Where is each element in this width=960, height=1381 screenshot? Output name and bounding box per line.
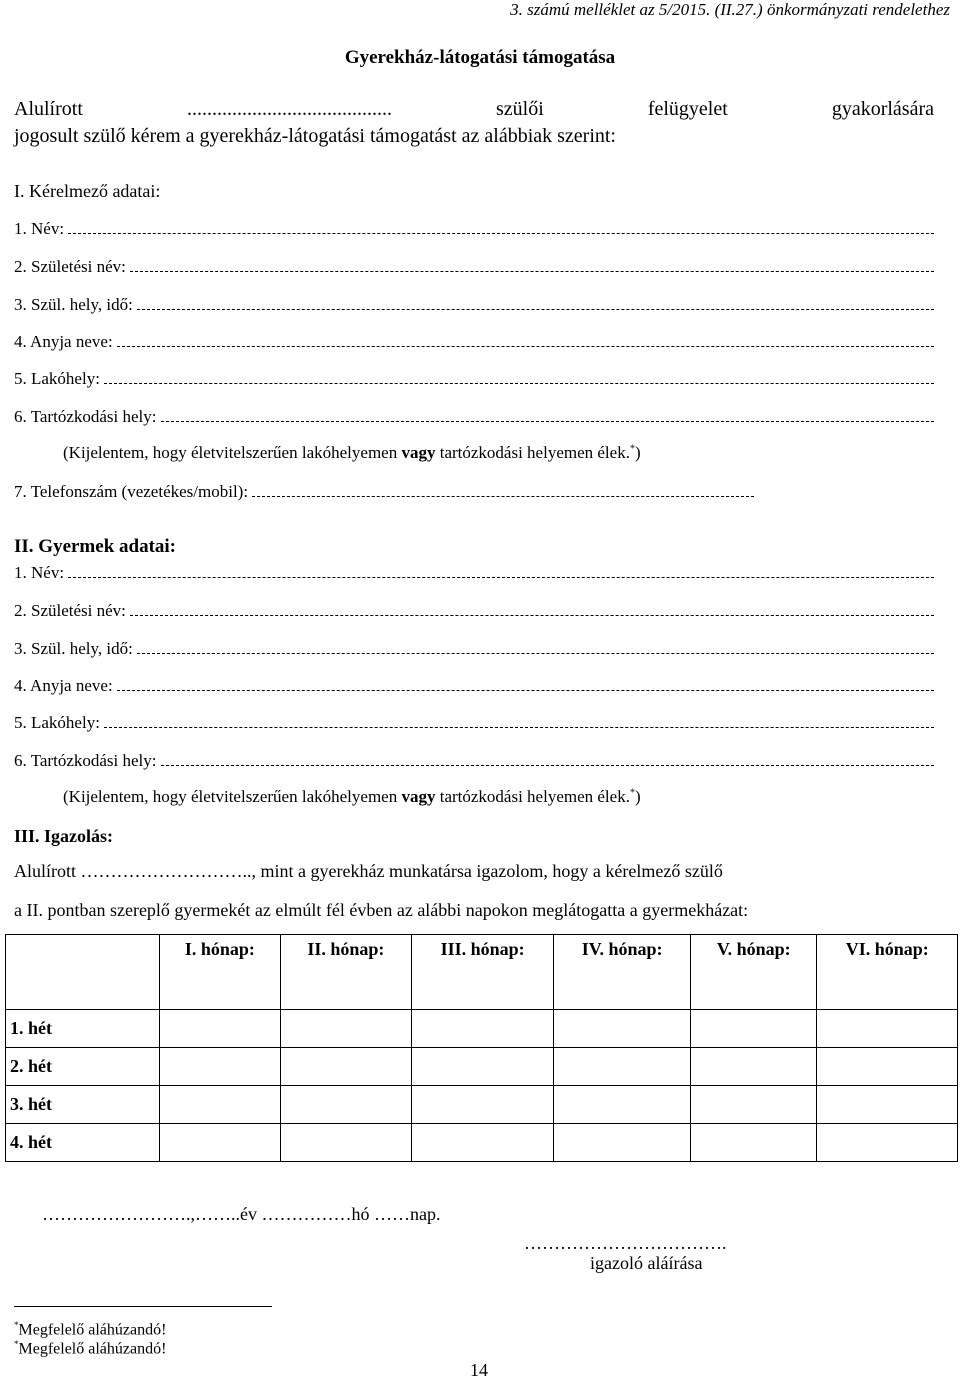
intro-line-1: Alulírott ......................................... szülői felügyelet gyakorlására bbox=[14, 98, 934, 120]
annex-header: 3. számú melléklet az 5/2015. (II.27.) önkormányzati rendelethez bbox=[510, 0, 950, 19]
certification-line-1: Alulírott ……………………….., mint a gyerekház munkatársa igazolom, hogy a kérelmező szülő bbox=[14, 861, 723, 881]
visit-cell[interactable] bbox=[817, 1086, 958, 1124]
applicant-phone-field[interactable]: 7. Telefonszám (vezetékes/mobil): bbox=[14, 482, 754, 502]
child-residence-declaration: (Kijelentem, hogy életvitelszerűen lakóhelyemen vagy tartózkodási helyemen élek.*) bbox=[63, 787, 641, 806]
footnote-1: *Megfelelő aláhúzandó! bbox=[14, 1320, 167, 1339]
visit-cell[interactable] bbox=[280, 1124, 411, 1162]
visit-table bbox=[5, 934, 958, 1162]
applicant-residence-declaration: (Kijelentem, hogy életvitelszerűen lakóhelyemen vagy tartózkodási helyemen élek.*) bbox=[63, 443, 641, 462]
certification-line-2: a II. pontban szereplő gyermekét az elmúlt fél évben az alábbi napokon meglátogatta a gyermekházat: bbox=[14, 900, 749, 920]
visit-cell[interactable] bbox=[280, 1048, 411, 1086]
visit-cell[interactable] bbox=[160, 1086, 281, 1124]
child-residence-field[interactable]: 5. Lakóhely: bbox=[14, 713, 934, 733]
visit-cell[interactable] bbox=[280, 1086, 411, 1124]
section-child-title: II. Gyermek adatai: bbox=[14, 536, 177, 557]
applicant-birth-name-field[interactable]: 2. Születési név: bbox=[14, 257, 934, 277]
visit-cell[interactable] bbox=[817, 1010, 958, 1048]
visit-cell[interactable] bbox=[412, 1124, 554, 1162]
applicant-mother-name-field[interactable]: 4. Anyja neve: bbox=[14, 332, 934, 352]
week-label: 3. hét bbox=[6, 1086, 160, 1124]
child-birth-name-field[interactable]: 2. Születési név: bbox=[14, 601, 934, 621]
visit-cell[interactable] bbox=[554, 1010, 691, 1048]
visit-cell[interactable] bbox=[412, 1048, 554, 1086]
page-number: 14 bbox=[470, 1360, 488, 1380]
table-corner-cell bbox=[6, 935, 160, 1010]
applicant-name-field[interactable]: 1. Név: bbox=[14, 219, 934, 239]
week-label: 2. hét bbox=[6, 1048, 160, 1086]
month-header: VI. hónap: bbox=[817, 935, 958, 1010]
visit-cell[interactable] bbox=[554, 1048, 691, 1086]
table-row bbox=[6, 1048, 958, 1086]
month-header: I. hónap: bbox=[160, 935, 281, 1010]
signature-label: igazoló aláírása bbox=[590, 1253, 703, 1273]
visit-cell[interactable] bbox=[691, 1086, 817, 1124]
child-name-field[interactable]: 1. Név: bbox=[14, 563, 934, 583]
month-header: II. hónap: bbox=[280, 935, 411, 1010]
visit-cell[interactable] bbox=[691, 1124, 817, 1162]
child-birth-place-date-field[interactable]: 3. Szül. hely, idő: bbox=[14, 639, 934, 659]
table-row bbox=[6, 1124, 958, 1162]
footnote-2: *Megfelelő aláhúzandó! bbox=[14, 1339, 167, 1358]
section-applicant-title: I. Kérelmező adatai: bbox=[14, 181, 161, 201]
visit-cell[interactable] bbox=[691, 1048, 817, 1086]
visit-cell[interactable] bbox=[412, 1010, 554, 1048]
visit-cell[interactable] bbox=[280, 1010, 411, 1048]
visit-cell[interactable] bbox=[160, 1048, 281, 1086]
intro-line-2: jogosult szülő kérem a gyerekház-látogatási támogatást az alábbiak szerint: bbox=[14, 125, 616, 147]
visit-cell[interactable] bbox=[160, 1124, 281, 1162]
footnote-separator bbox=[14, 1306, 272, 1307]
visit-cell[interactable] bbox=[160, 1010, 281, 1048]
document-title: Gyerekház-látogatási támogatása bbox=[344, 47, 616, 68]
visit-cell[interactable] bbox=[412, 1086, 554, 1124]
applicant-residence-field[interactable]: 5. Lakóhely: bbox=[14, 369, 934, 389]
table-row bbox=[6, 1010, 958, 1048]
applicant-stay-place-field[interactable]: 6. Tartózkodási hely: bbox=[14, 407, 934, 427]
applicant-birth-place-date-field[interactable]: 3. Szül. hely, idő: bbox=[14, 295, 934, 315]
month-header: III. hónap: bbox=[412, 935, 554, 1010]
child-mother-name-field[interactable]: 4. Anyja neve: bbox=[14, 676, 934, 696]
week-label: 1. hét bbox=[6, 1010, 160, 1048]
visit-cell[interactable] bbox=[554, 1124, 691, 1162]
child-stay-place-field[interactable]: 6. Tartózkodási hely: bbox=[14, 751, 934, 771]
visit-cell[interactable] bbox=[554, 1086, 691, 1124]
date-line[interactable]: …………………….,……..év ……………hó ……nap. bbox=[42, 1204, 441, 1224]
signature-line[interactable]: ……………………………. bbox=[524, 1233, 727, 1253]
visit-cell[interactable] bbox=[817, 1048, 958, 1086]
visit-cell[interactable] bbox=[691, 1010, 817, 1048]
section-certification-title: III. Igazolás: bbox=[14, 826, 114, 846]
week-label: 4. hét bbox=[6, 1124, 160, 1162]
visit-cell[interactable] bbox=[817, 1124, 958, 1162]
month-header: V. hónap: bbox=[691, 935, 817, 1010]
table-row bbox=[6, 1086, 958, 1124]
month-header: IV. hónap: bbox=[554, 935, 691, 1010]
